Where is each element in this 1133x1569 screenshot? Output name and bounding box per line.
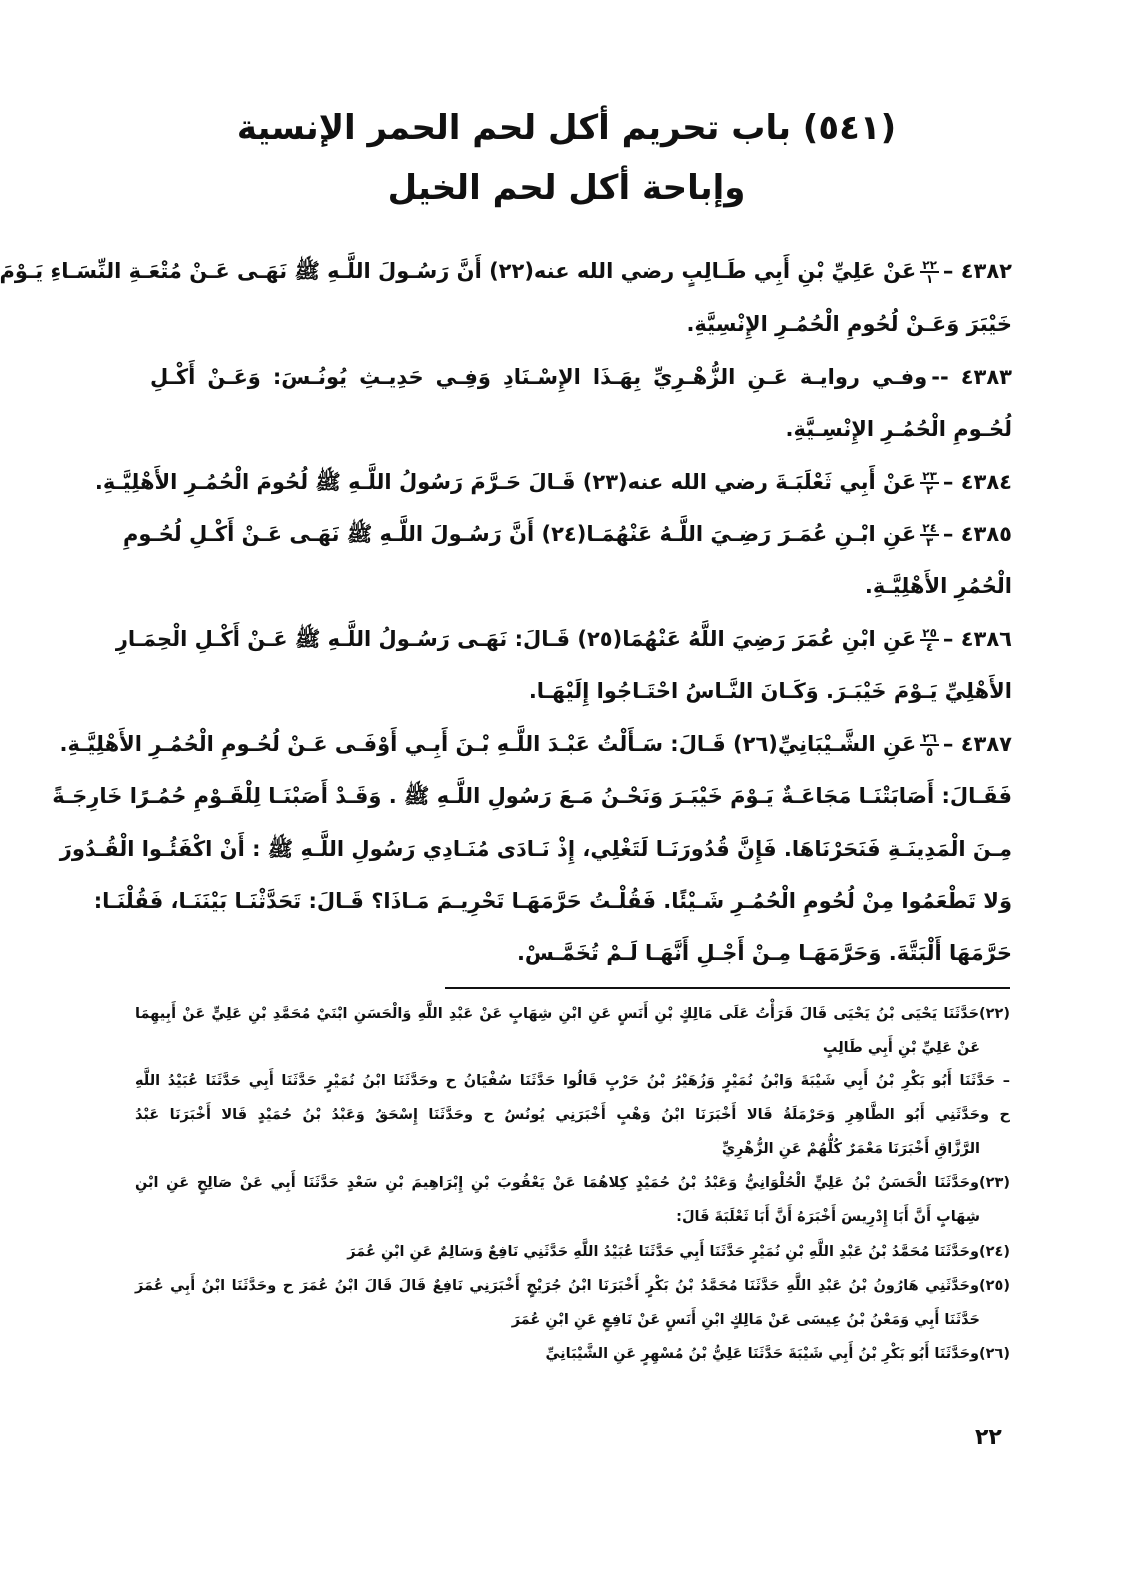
hadith-number: ٤٣٨٥ – — [942, 522, 1012, 546]
text-line — [150, 309, 1012, 339]
text-line — [59, 729, 1012, 759]
line-text: لُحُـومِ الْحُمُـرِ الإِنْسِـيَّةِ. — [785, 417, 1012, 441]
hadith-reference-fraction — [920, 522, 939, 548]
hadith-number: ٤٣٨٧ – — [942, 732, 1012, 756]
line-text: عَنِ ابْـنِ عُمَـرَ رَضِـيَ اللَّـهُ عَنْهُمَـا(٢٤) أَنَّ رَسُـولَ اللَّـهِ ﷺ نَهَـى عَـنْ أَكْـلِ لُحُـومِ — [122, 522, 917, 546]
fraction-top: ٢٤ — [922, 521, 937, 535]
chapter-subtitle: وإباحة أكل لحم الخيل — [387, 168, 746, 208]
footnote-line: (٢٦)وحَدَّثَنَا أَبُو بَكْرِ بْنُ أَبِي شَيْبَةَ حَدَّثَنَا عَلِيُّ بْنُ مُسْهِرٍ عَنِ الشَّيْبَانِيِّ — [545, 1346, 1010, 1362]
text-line — [150, 938, 1012, 968]
line-text: الْحُمُرِ الأَهْلِيَّـةِ. — [864, 574, 1012, 598]
hadith-reference-fraction — [920, 627, 939, 653]
chapter-title: (٥٤١) باب تحريم أكل لحم الحمر الإنسية — [236, 108, 897, 148]
footnote-divider — [445, 987, 1010, 989]
fraction-bottom: ٥ — [925, 745, 934, 759]
line-text: عَنِ ابْنِ عُمَرَ رَضِيَ اللَّهُ عَنْهُمَا(٢٥) قَـالَ: نَهَـى رَسُـولُ اللَّـهِ ﷺ عَـنْ أَكْـلِ الْحِمَـارِ — [115, 627, 917, 651]
footnote-line: ح وحَدَّثَنِي أَبُو الطَّاهِرِ وَحَرْمَلَةُ قَالا أَخْبَرَنَا ابْنُ وَهْبٍ أَخْبَرَنِي يُونُسُ ح وحَدَّثَنَا إِسْحَقُ وَعَبْدُ بْنُ حُمَيْدٍ قَالا أَخْبَرَنَا عَبْدُ — [135, 1107, 1010, 1123]
text-line — [150, 414, 1012, 444]
fraction-top: ٢٥ — [922, 626, 937, 640]
line-text: عَنْ أَبِي ثَعْلَبَـةَ رضي الله عنه(٢٣) قَـالَ حَـرَّمَ رَسُولُ اللَّـهِ ﷺ لُحُومَ الْحُمُـرِ الأَهْلِيَّـةِ. — [94, 470, 917, 494]
line-text: عَنْ عَلِيِّ بْنِ أَبِي طَـالِبٍ رضي الله عنه(٢٢) أَنَّ رَسُـولَ اللَّـهِ ﷺ نَهَـى عَـنْ مُتْعَـةِ النِّسَـاءِ يَـوْمَ — [0, 259, 917, 283]
page-number: ٢٢ — [975, 1425, 1002, 1450]
footnote-line: (٢٣)وحَدَّثَنَا الْحَسَنُ بْنُ عَلِيٍّ الْحُلْوَانِيُّ وَعَبْدُ بْنُ حُمَيْدٍ كِلاهُمَا عَنْ يَعْقُوبَ بْنِ إِبْرَاهِيمَ بْنِ سَعْدٍ حَدَّثَنَا أَبِي عَنْ صَالِحٍ عَنِ ابْنِ — [135, 1175, 1010, 1191]
footnote-line: شِهَابٍ أَنَّ أَبَا إِدْرِيسَ أَخْبَرَهُ أَنَّ أَبَا ثَعْلَبَةَ قَالَ: — [676, 1209, 980, 1225]
hadith-reference-fraction — [920, 470, 939, 496]
fraction-bottom: ٤ — [925, 640, 934, 654]
footnote-line: (٢٥)وحَدَّثَنِي هَارُونُ بْنُ عَبْدِ اللَّهِ حَدَّثَنَا مُحَمَّدُ بْنُ بَكْرٍ أَخْبَرَنَا ابْنُ جُرَيْجٍ أَخْبَرَنِي نَافِعٌ قَالَ قَالَ ابْنُ عُمَرَ ح وحَدَّثَنَا ابْنُ أَبِي عُمَرَ — [135, 1278, 1010, 1294]
footnote-line: عَنْ عَلِيِّ بْنِ أَبِي طَالِبٍ — [822, 1040, 980, 1056]
hadith-number: ٤٣٨٦ – — [942, 627, 1012, 651]
footnote-line: (٢٤)وحَدَّثَنَا مُحَمَّدُ بْنُ عَبْدِ اللَّهِ بْنِ نُمَيْرٍ حَدَّثَنَا أَبِي حَدَّثَنَا عُبَيْدُ اللَّهِ حَدَّثَنِي نَافِعٌ وَسَالِمٌ عَنِ ابْنِ عُمَرَ — [347, 1244, 1010, 1260]
text-line — [150, 676, 1012, 706]
line-text: الأَهْلِيِّ يَـوْمَ خَيْبَـرَ. وَكَـانَ النَّـاسُ احْتَـاجُوا إِلَيْهَـا. — [528, 679, 1012, 703]
hadith-reference-fraction — [920, 259, 939, 285]
line-text: وفـي روايـة عَـنِ الزُّهْـرِيِّ بِهَـذَا الإِسْـنَادِ وَفِـي حَدِيـثِ يُونُـسَ: وَعَـنْ أَكْـلِ — [150, 365, 928, 389]
hadith-number: ٤٣٨٣ -- — [931, 365, 1012, 389]
line-text: خَيْبَرَ وَعَـنْ لُحُومِ الْحُمُـرِ الإِنْسِيَّةِ. — [686, 312, 1012, 336]
footnote-line: الرَّزَّاقِ أَخْبَرَنَا مَعْمَرٌ كُلُّهُمْ عَنِ الزُّهْرِيِّ — [721, 1141, 980, 1157]
text-line — [115, 624, 1012, 654]
text-line — [150, 362, 1012, 392]
text-line — [122, 519, 1012, 549]
footnote-line: حَدَّثَنَا أَبِي وَمَعْنُ بْنُ عِيسَى عَنْ مَالِكٍ ابْنِ أَنَسٍ عَنْ نَافِعٍ عَنِ ابْنِ عُمَرَ — [511, 1312, 980, 1328]
fraction-top: ٢٦ — [922, 731, 937, 745]
footnote-line: (٢٢)حَدَّثَنَا يَحْيَى بْنُ يَحْيَى قَالَ قَرَأْتُ عَلَى مَالِكٍ بْنِ أَنَسٍ عَنِ ابْنِ شِهَابٍ عَنْ عَبْدِ اللَّهِ وَالْحَسَنِ ابْنَيْ مُحَمَّدِ بْنِ عَلِيٍّ عَنْ أَبِيهِمَا — [135, 1006, 1010, 1022]
text-line — [52, 781, 1012, 811]
line-text: وَلا تَطْعَمُوا مِنْ لُحُومِ الْحُمُـرِ شَـيْئًا. فَقُلْـتُ حَرَّمَهَـا تَحْرِيـمَ مَـاذَا؟ قَـالَ: تَحَدَّثْنَـا بَيْنَنَـا، فَقُلْنَـا: — [93, 889, 1012, 913]
line-text: حَرَّمَهَا أَلْبَتَّةَ. وَحَرَّمَهَـا مِـنْ أَجْـلِ أَنَّهَـا لَـمْ تُخَمَّـسْ. — [516, 941, 1012, 965]
footnote-line: – حَدَّثَنَا أَبُو بَكْرِ بْنُ أَبِي شَيْبَةَ وَابْنُ نُمَيْرٍ وَزُهَيْرُ بْنُ حَرْبٍ قَالُوا حَدَّثَنَا سُفْيَانُ ح وحَدَّثَنَا ابْنُ نُمَيْرٍ حَدَّثَنَا أَبِي حَدَّثَنَا عُبَيْدُ اللَّهِ — [135, 1073, 1010, 1089]
text-line — [150, 571, 1012, 601]
line-text: عَنِ الشَّـيْبَانِيِّ(٢٦) قَـالَ: سَـأَلْتُ عَبْـدَ اللَّـهِ بْـنَ أَبِـي أَوْفَـى عَـنْ لُحُـومِ الْحُمُـرِ الأَهْلِيَّـةِ. — [59, 732, 917, 756]
hadith-reference-fraction — [920, 732, 939, 758]
text-line — [59, 834, 1012, 864]
line-text: مِـنَ الْمَدِينَـةِ فَنَحَرْنَاهَا. فَإِنَّ قُدُورَنَـا لَتَغْلِي، إِذْ نَـادَى مُنَـادِي رَسُولِ اللَّـهِ ﷺ : أَنْ اكْفَئُـوا الْقُـدُورَ — [59, 837, 1012, 861]
fraction-bottom: ١ — [925, 272, 934, 286]
fraction-bottom: ٢ — [925, 483, 934, 497]
hadith-number: ٤٣٨٤ – — [942, 470, 1012, 494]
text-line — [0, 256, 1012, 286]
line-text: فَقَـالَ: أَصَابَتْنَـا مَجَاعَـةٌ يَـوْمَ خَيْبَـرَ وَنَحْـنُ مَـعَ رَسُولِ اللَّـهِ ﷺ . وَقَـدْ أَصَبْنَـا لِلْقَـوْمِ حُمُـرًا خَارِجَـةً — [52, 784, 1012, 808]
hadith-number: ٤٣٨٢ – — [942, 259, 1012, 283]
fraction-bottom: ٣ — [925, 535, 934, 549]
fraction-top: ٢٢ — [922, 258, 937, 272]
text-line — [93, 886, 1012, 916]
text-line — [94, 467, 1012, 497]
fraction-top: ٢٣ — [922, 469, 937, 483]
